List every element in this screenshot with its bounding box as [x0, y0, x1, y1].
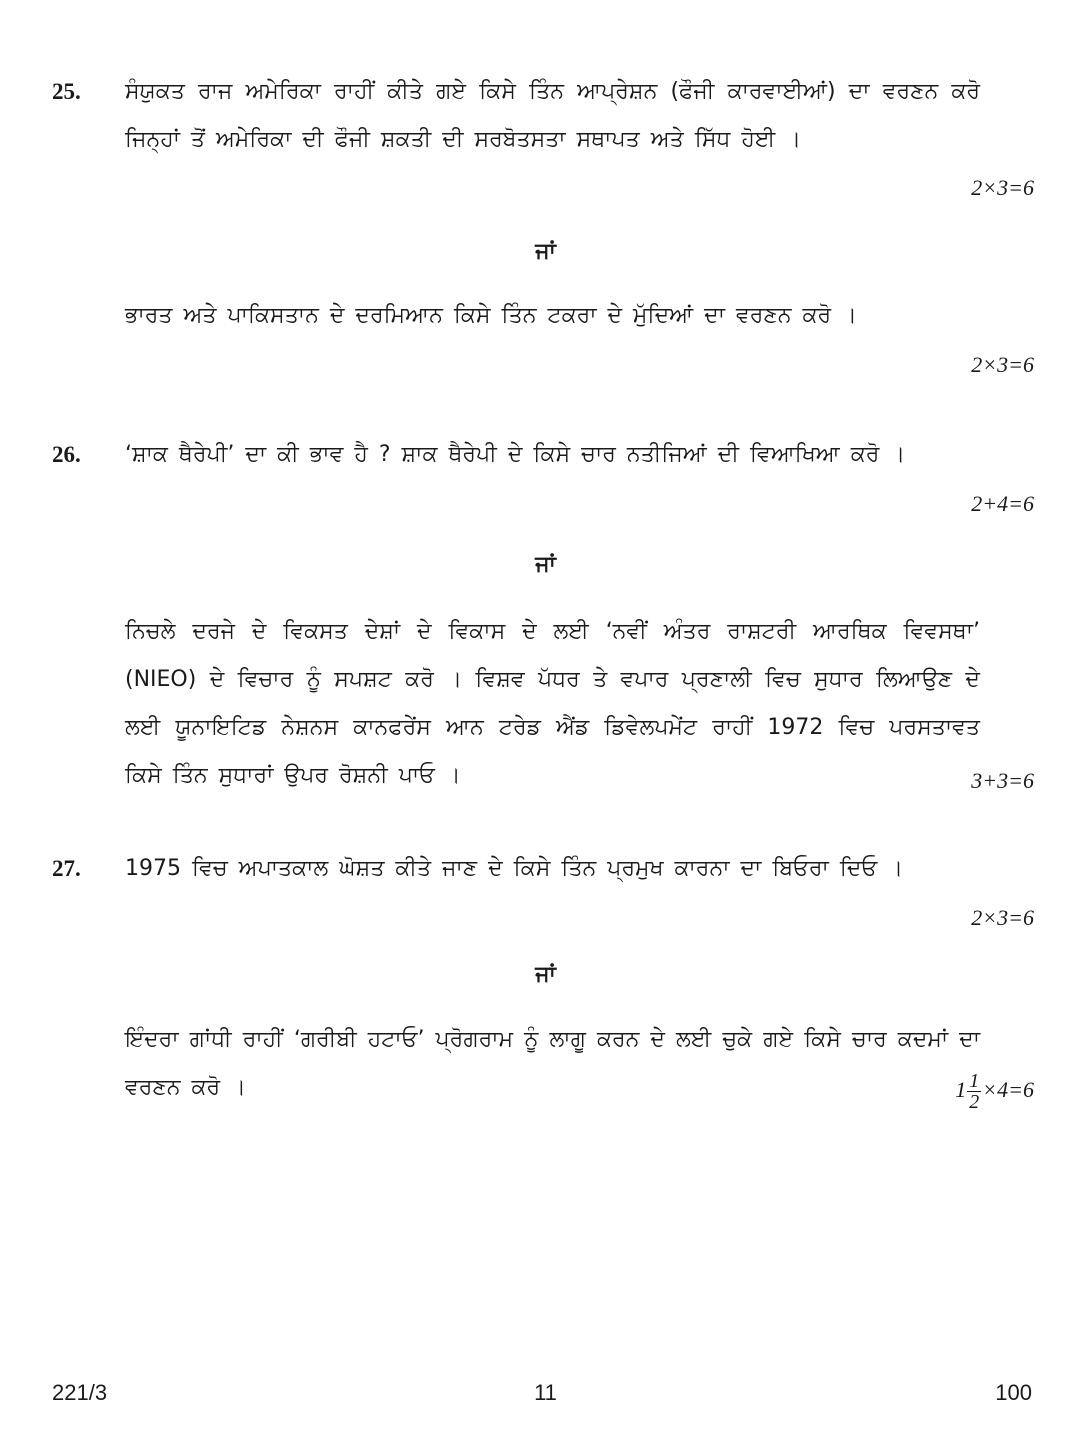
question-number: 27.	[52, 856, 81, 881]
marks-fraction	[967, 1071, 981, 1112]
marks-rest: ×4=6	[982, 1077, 1034, 1102]
alternative-question-text: ਭਾਰਤ ਅਤੇ ਪਾਕਿਸਤਾਨ ਦੇ ਦਰਮਿਆਨ ਕਿਸੇ ਤਿੰਨ ਟਕਰਾ ਦੇ ਮੁੱਦਿਆਂ ਦਾ ਵਰਣਨ ਕਰੋ ।	[125, 303, 857, 328]
question-text: ‘ਸ਼ਾਕ ਥੈਰੇਪੀ’ ਦਾ ਕੀ ਭਾਵ ਹੈ ? ਸ਼ਾਕ ਥੈਰੇਪੀ ਦੇ ਕਿਸੇ ਚਾਰ ਨਤੀਜਿਆਂ ਦੀ ਵਿਆਖਿਆ ਕਰੋ ।	[125, 442, 906, 467]
or-separator: ਜਾਂ	[535, 552, 556, 577]
question-number: 26.	[52, 442, 81, 467]
or-separator: ਜਾਂ	[535, 239, 556, 264]
or-separator: ਜਾਂ	[535, 962, 556, 987]
question-text: 1975 ਵਿਚ ਅਪਾਤਕਾਲ ਘੋਸ਼ਤ ਕੀਤੇ ਜਾਣ ਦੇ ਕਿਸੇ ਤਿੰਨ ਪ੍ਰਮੁਖ ਕਾਰਨਾ ਦਾ ਬਿਓਰਾ ਦਿਓ ।	[125, 856, 904, 881]
paper-code: 221/3	[52, 1380, 108, 1405]
alternative-question-text: ਇੰਦਰਾ ਗਾਂਧੀ ਰਾਹੀਂ ‘ਗਰੀਬੀ ਹਟਾਓ’ ਪ੍ਰੋਗਰਾਮ ਨੂੰ ਲਾਗੂ ਕਰਨ ਦੇ ਲਈ ਚੁਕੇ ਗਏ ਕਿਸੇ ਚਾਰ ਕਦਮਾਂ ਦਾ ਵਰਣਨ ਕਰੋ ।	[125, 1027, 980, 1100]
question-marks: 2×3=6	[971, 175, 1034, 200]
alternative-question-marks: 3+3=6	[971, 768, 1034, 793]
alternative-question-text: ਨਿਚਲੇ ਦਰਜੇ ਦੇ ਵਿਕਸਤ ਦੇਸ਼ਾਂ ਦੇ ਵਿਕਾਸ ਦੇ ਲਈ ‘ਨਵੀਂ ਅੰਤਰ ਰਾਸ਼ਟਰੀ ਆਰਥਿਕ ਵਿਵਸਥਾ’ (NIEO) ਦੇ ਵਿਚਾਰ ਨੂੰ ਸਪਸ਼ਟ ਕਰੋ । ਵਿਸ਼ਵ ਪੱਧਰ ਤੇ ਵਪਾਰ ਪ੍ਰਣਾਲੀ ਵਿਚ ਸੁਧਾਰ ਲਿਆਉਣ ਦੇ ਲਈ ਯੂਨਾਇਟਿਡ ਨੇਸ਼ਨਸ ਕਾਨਫਰੇਂਸ ਆਨ ਟਰੇਡ ਐਂਡ ਡਿਵੇਲਪਮੇਂਟ ਰਾਹੀਂ 1972 ਵਿਚ ਪਰਸਤਾਵਤ ਕਿਸੇ ਤਿੰਨ ਸੁਧਾਰਾਂ ਉਪਰ ਰੋਸ਼ਨੀ ਪਾਓ ।	[125, 619, 980, 788]
marks-whole: 1	[955, 1077, 967, 1102]
fraction-numerator: 1	[969, 1070, 980, 1093]
question-marks: 2×3=6	[971, 905, 1034, 930]
question-text: ਸੰਯੁਕਤ ਰਾਜ ਅਮੇਰਿਕਾ ਰਾਹੀਂ ਕੀਤੇ ਗਏ ਕਿਸੇ ਤਿੰਨ ਆਪ੍ਰੇਸ਼ਨ (ਫੌਜੀ ਕਾਰਵਾਈਆਂ) ਦਾ ਵਰਣਨ ਕਰੋ ਜਿਨ੍ਹਾਂ ਤੋਂ ਅਮੇਰਿਕਾ ਦੀ ਫੌਜੀ ਸ਼ਕਤੀ ਦੀ ਸਰਬੋਤਸਤਾ ਸਥਾਪਤ ਅਤੇ ਸਿੱਧ ਹੋਈ ।	[125, 79, 980, 152]
alternative-question-marks	[955, 1066, 1034, 1114]
question-number: 25.	[52, 79, 81, 104]
alternative-question-marks: 2×3=6	[971, 352, 1034, 377]
fraction-denominator: 2	[969, 1091, 980, 1114]
question-marks: 2+4=6	[971, 491, 1034, 516]
page-number: 11	[534, 1380, 557, 1405]
footer-right-number: 100	[995, 1380, 1032, 1405]
